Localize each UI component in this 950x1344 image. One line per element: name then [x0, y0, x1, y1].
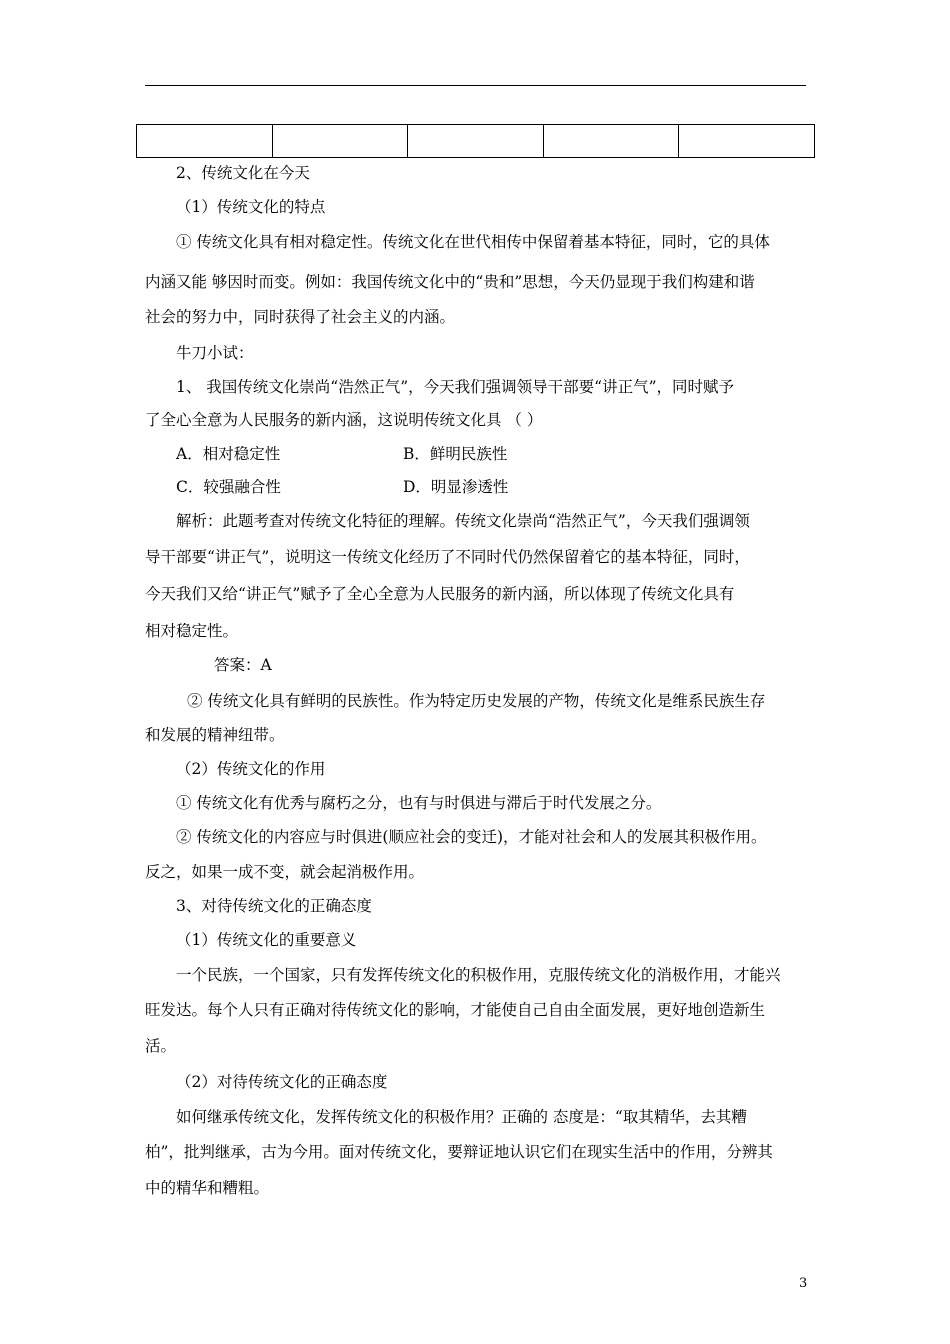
text-line: 和发展的精神纽带。	[145, 726, 285, 744]
text-line: 旺发达。每个人只有正确对待传统文化的影响，才能使自己自由全面发展，更好地创造新生	[145, 1001, 766, 1019]
table-cell	[408, 125, 544, 158]
text-line: ② 传统文化具有鲜明的民族性。作为特定历史发展的产物，传统文化是维系民族生存	[187, 692, 766, 710]
text-line: 中的精华和糟粗。	[145, 1179, 270, 1197]
text-line: 柏”，批判继承，古为今用。面对传统文化，要辩证地认识它们在现实生活中的作用，分辨其	[145, 1143, 773, 1161]
text-line: D．明显渗透性	[403, 478, 509, 496]
text-line: 反之，如果一成不变，就会起消极作用。	[145, 863, 425, 881]
text-line: 相对稳定性。	[145, 622, 239, 640]
text-line: 社会的努力中，同时获得了社会主义的内涵。	[145, 308, 456, 326]
text-line: 如何继承传统文化，发挥传统文化的积极作用？正确的 态度是：“取其精华，去其糟	[176, 1108, 747, 1126]
text-line: ② 传统文化的内容应与时俱进(顺应社会的变迁)，才能对社会和人的发展其积极作用。	[176, 828, 767, 846]
text-line: （2）对待传统文化的正确态度	[176, 1073, 388, 1091]
page-number: 3	[799, 1276, 808, 1291]
text-line: （2）传统文化的作用	[176, 760, 326, 778]
text-line: 牛刀小试：	[176, 344, 254, 362]
text-line: 答案：A	[214, 656, 272, 674]
table-cell	[137, 125, 273, 158]
header-rule	[145, 85, 806, 86]
text-line: 今天我们又给“讲正气”赋予了全心全意为人民服务的新内涵，所以体现了传统文化具有	[145, 585, 735, 603]
table-cell	[679, 125, 815, 158]
text-line: C．较强融合性	[176, 478, 281, 496]
table-row	[137, 125, 815, 158]
text-line: 1、 我国传统文化崇尚“浩然正气”，今天我们强调领导干部要“讲正气”，同时赋予	[176, 378, 734, 396]
text-line: 活。	[145, 1037, 177, 1055]
text-line: 一个民族，一个国家，只有发挥传统文化的积极作用，克服传统文化的消极作用，才能兴	[176, 966, 781, 984]
text-line: 内涵又能 够因时而变。例如：我国传统文化中的“贵和”思想，今天仍显现于我们构建和谐	[145, 273, 755, 291]
text-line: A．相对稳定性	[176, 445, 281, 463]
text-line: 解析：此题考查对传统文化特征的理解。传统文化崇尚“浩然正气”，今天我们强调领	[176, 512, 750, 530]
empty-table	[136, 124, 815, 158]
text-line: （1）传统文化的重要意义	[176, 931, 357, 949]
text-line: 2、传统文化在今天	[176, 164, 310, 182]
text-line: B．鲜明民族性	[403, 445, 508, 463]
text-line: （1）传统文化的特点	[176, 198, 326, 216]
text-line: 导干部要“讲正气”，说明这一传统文化经历了不同时代仍然保留着它的基本特征，同时，	[145, 548, 750, 566]
text-line: 3、对待传统文化的正确态度	[176, 897, 372, 915]
table-cell	[272, 125, 408, 158]
text-line: ① 传统文化具有相对稳定性。传统文化在世代相传中保留着基本特征，同时，它的具体	[176, 233, 770, 251]
table-cell	[543, 125, 679, 158]
text-line: 了全心全意为人民服务的新内涵，这说明传统文化具 （ ）	[145, 411, 543, 429]
text-line: ① 传统文化有优秀与腐朽之分，也有与时俱进与滞后于时代发展之分。	[176, 794, 662, 812]
